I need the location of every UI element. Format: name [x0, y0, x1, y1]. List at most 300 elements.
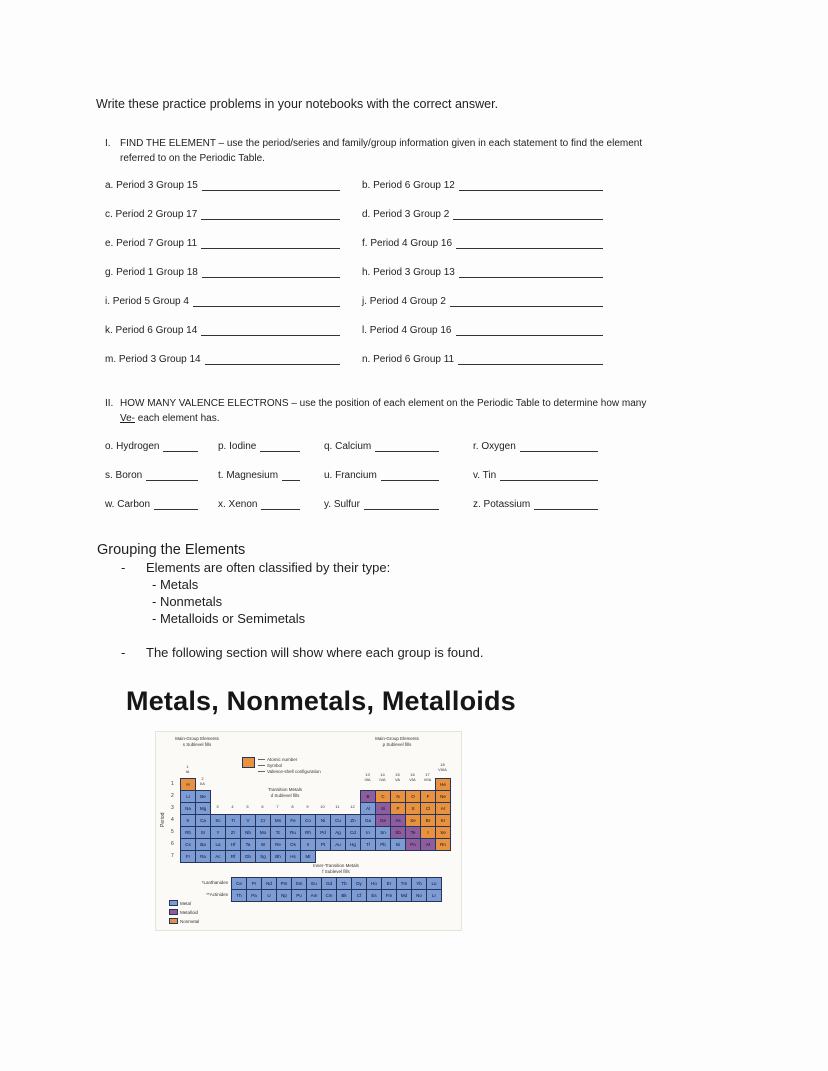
problem-text: b. Period 6 Group 12 [362, 180, 455, 191]
legend-swatch-nonmetal [169, 918, 178, 924]
element-cell-Os: Os [285, 838, 301, 851]
element-cell-Fr: Fr [180, 850, 196, 863]
group-header-line: 10 [320, 804, 325, 809]
problem-text: f. Period 4 Group 16 [362, 238, 453, 249]
problem-item [362, 179, 603, 208]
element-cell-Cr: Cr [255, 814, 271, 827]
color-legend [169, 900, 199, 927]
element-cell-N: N [390, 790, 406, 803]
element-cell-La: La [210, 838, 226, 851]
period-number: 2 [171, 793, 174, 799]
main-group-right-line1: Main-Group Elements [375, 736, 419, 741]
bullet-classified-text: Elements are often classified by their type: [146, 560, 391, 575]
element-cell-Lu: Lu [426, 877, 442, 890]
group-header [300, 804, 315, 809]
element-cell-Hs: Hs [285, 850, 301, 863]
element-cell-Ra: Ra [195, 850, 211, 863]
valence-text: v. Tin [473, 470, 497, 481]
answer-blank [364, 498, 439, 510]
group-header-line: 9 [306, 804, 309, 809]
answer-blank [202, 266, 340, 278]
legend-label: Metalloid [180, 909, 199, 915]
element-cell-Dy: Dy [351, 877, 367, 890]
problem-item [105, 208, 362, 237]
answer-blank [163, 440, 198, 452]
group-header [195, 776, 210, 786]
group-header [285, 804, 300, 809]
group-header-line: 13 [365, 772, 370, 777]
lanthanides-label: *Lanthanides [201, 880, 228, 885]
element-cell-W: W [255, 838, 271, 851]
grouping-title: Grouping the Elements [97, 542, 246, 558]
main-group-right-label [366, 736, 428, 747]
type-metalloids: - Metalloids or Semimetals [152, 611, 306, 626]
type-nonmetals: - Nonmetals [152, 594, 223, 609]
answer-blank [260, 440, 300, 452]
problem-row [105, 266, 645, 295]
key-leader-line [258, 771, 265, 772]
element-cell-Sn: Sn [375, 826, 391, 839]
element-cell-Cf: Cf [351, 889, 367, 902]
problem-text: m. Period 3 Group 14 [105, 354, 201, 365]
section-2-numeral: II. [105, 398, 114, 409]
group-header-line: 5 [246, 804, 249, 809]
element-cell-Ge: Ge [375, 814, 391, 827]
element-cell-Bk: Bk [336, 889, 352, 902]
element-cell-Tc: Tc [270, 826, 286, 839]
legend-label: Metal [180, 900, 192, 906]
type-metals: - Metals [152, 577, 199, 592]
element-cell-Pr: Pr [246, 877, 262, 890]
problem-row [105, 208, 645, 237]
group-header-line: 4 [231, 804, 234, 809]
element-cell-Mo: Mo [255, 826, 271, 839]
group-header-line: VIIA [423, 777, 432, 782]
element-cell-Cs: Cs [180, 838, 196, 851]
answer-blank [201, 324, 340, 336]
group-header-line: VIA [409, 777, 416, 782]
inner-transition-label [284, 863, 388, 874]
element-cell-Tm: Tm [396, 877, 412, 890]
valence-item [218, 498, 324, 527]
legend-item [169, 909, 199, 915]
period-number: 7 [171, 853, 174, 859]
valence-text: t. Magnesium [218, 470, 279, 481]
group-header-line: 2 [201, 776, 204, 781]
problem-item [105, 324, 362, 353]
problem-text: e. Period 7 Group 11 [105, 238, 198, 249]
element-cell-Cu: Cu [330, 814, 346, 827]
element-cell-Ac: Ac [210, 850, 226, 863]
problem-item [362, 266, 603, 295]
group-header [435, 762, 450, 772]
answer-blank [154, 498, 198, 510]
problem-text: j. Period 4 Group 2 [362, 296, 446, 307]
period-axis-label: Period [160, 812, 166, 827]
element-cell-Lr: Lr [426, 889, 442, 902]
valence-text: p. Iodine [218, 441, 257, 452]
valence-text: o. Hydrogen [105, 441, 160, 452]
valence-item [473, 440, 600, 469]
element-type-list [152, 576, 305, 627]
valence-item [218, 469, 324, 498]
element-cell-Fm: Fm [381, 889, 397, 902]
problem-text: h. Period 3 Group 13 [362, 267, 455, 278]
element-cell-Cd: Cd [345, 826, 361, 839]
group-header [360, 772, 375, 782]
group-header-line: 18 [440, 762, 445, 767]
problem-item [105, 179, 362, 208]
element-cell-Mt: Mt [300, 850, 316, 863]
element-cell-Fe: Fe [285, 814, 301, 827]
element-cell-Ho: Ho [366, 877, 382, 890]
element-cell-Pb: Pb [375, 838, 391, 851]
element-cell-O: O [405, 790, 421, 803]
problem-text: d. Period 3 Group 2 [362, 209, 450, 220]
answer-blank [534, 498, 598, 510]
element-cell-Kr: Kr [435, 814, 451, 827]
element-cell-Ni: Ni [315, 814, 331, 827]
group-header-line: 14 [380, 772, 385, 777]
element-cell-Rh: Rh [300, 826, 316, 839]
element-cell-Zr: Zr [225, 826, 241, 839]
find-element-problems [105, 179, 645, 382]
cell-key [242, 757, 321, 775]
element-cell-C: C [375, 790, 391, 803]
p-sublevel-label: p Sublevel fills [382, 741, 412, 747]
period-number: 1 [171, 781, 174, 787]
element-cell-Rn: Rn [435, 838, 451, 851]
element-cell-He: He [435, 778, 451, 791]
element-cell-Rb: Rb [180, 826, 196, 839]
group-header-line: IIIA [364, 777, 371, 782]
element-cell-No: No [411, 889, 427, 902]
figure-heading: Metals, Nonmetals, Metalloids [126, 686, 516, 716]
problem-text: a. Period 3 Group 15 [105, 180, 198, 191]
problem-text: c. Period 2 Group 17 [105, 209, 198, 220]
problem-row [105, 353, 645, 382]
element-cell-Pt: Pt [315, 838, 331, 851]
key-symbol-text: Symbol [267, 763, 283, 768]
valence-item [324, 498, 473, 527]
bullet-dash: - [121, 645, 126, 660]
answer-blank [201, 208, 340, 220]
answer-blank [282, 469, 300, 481]
group-header-line: 6 [261, 804, 264, 809]
group-header [330, 804, 345, 809]
problem-item [105, 266, 362, 295]
period-number: 6 [171, 841, 174, 847]
group-header [210, 804, 225, 809]
element-cell-Eu: Eu [306, 877, 322, 890]
answer-blank [459, 179, 603, 191]
element-cell-Ag: Ag [330, 826, 346, 839]
answer-blank [201, 237, 340, 249]
element-cell-In: In [360, 826, 376, 839]
element-cell-Pm: Pm [276, 877, 292, 890]
key-leader-line [258, 765, 265, 766]
element-cell-Y: Y [210, 826, 226, 839]
answer-blank [381, 469, 439, 481]
section-2-text-post: each element has. [135, 413, 220, 424]
transition-metals-label [248, 787, 322, 798]
element-cell-P: P [390, 802, 406, 815]
section-1-instructions: FIND THE ELEMENT – use the period/series and family/group information given in each statement to find the element referred to on the Periodic Table. [120, 138, 643, 164]
periodic-table-figure [155, 731, 462, 931]
element-cell-Hf: Hf [225, 838, 241, 851]
valence-item [324, 440, 473, 469]
element-cell-Sg: Sg [255, 850, 271, 863]
element-cell-Cl: Cl [420, 802, 436, 815]
period-number: 5 [171, 829, 174, 835]
problem-row [105, 324, 645, 353]
valence-text: z. Potassium [473, 499, 531, 510]
element-cell-Li: Li [180, 790, 196, 803]
element-cell-Bh: Bh [270, 850, 286, 863]
problem-item [105, 295, 362, 324]
valence-item [105, 440, 218, 469]
group-header-line: VA [394, 777, 401, 782]
element-cell-Br: Br [420, 814, 436, 827]
problem-item [105, 237, 362, 266]
problem-row [105, 295, 645, 324]
ve-underlined-text: Ve- [120, 413, 136, 424]
group-header-line: IIA [200, 781, 205, 786]
group-header [345, 804, 360, 809]
element-cell-Ir: Ir [300, 838, 316, 851]
valence-item [105, 498, 218, 527]
element-cell-Re: Re [270, 838, 286, 851]
valence-item [473, 469, 600, 498]
element-cell-Mg: Mg [195, 802, 211, 815]
valence-text: y. Sulfur [324, 499, 360, 510]
group-header-line: 3 [216, 804, 219, 809]
element-cell-V: V [240, 814, 256, 827]
group-header-line: 16 [410, 772, 415, 777]
element-cell-Db: Db [240, 850, 256, 863]
group-header [375, 772, 390, 782]
group-header [255, 804, 270, 809]
valence-text: r. Oxygen [473, 441, 516, 452]
element-cell-Si: Si [375, 802, 391, 815]
section-2-heading [105, 396, 650, 426]
element-cell-Cm: Cm [321, 889, 337, 902]
element-cell-Be: Be [195, 790, 211, 803]
group-header-line: 1 [186, 764, 189, 769]
element-cell-Pd: Pd [315, 826, 331, 839]
group-header [225, 804, 240, 809]
group-header [270, 804, 285, 809]
answer-blank [456, 324, 604, 336]
problem-item [362, 295, 603, 324]
bullet-classified [121, 560, 390, 575]
answer-blank [459, 266, 603, 278]
valence-text: w. Carbon [105, 499, 151, 510]
bullet-following-section [121, 645, 483, 660]
element-cell-Nb: Nb [240, 826, 256, 839]
group-header-line: 7 [276, 804, 279, 809]
section-2-text-pre: HOW MANY VALENCE ELECTRONS – use the position of each element on the Periodic Table to determine how many [120, 398, 647, 409]
problem-item [362, 324, 603, 353]
actinides-label: **Actinides [206, 892, 228, 897]
section-2-instructions [120, 396, 650, 426]
answer-blank [375, 440, 439, 452]
element-cell-Gd: Gd [321, 877, 337, 890]
answer-blank [261, 498, 300, 510]
element-cell-Es: Es [366, 889, 382, 902]
answer-blank [453, 208, 603, 220]
group-header [390, 772, 405, 782]
key-leader-line [258, 759, 265, 760]
element-cell-Co: Co [300, 814, 316, 827]
element-cell-Rf: Rf [225, 850, 241, 863]
f-sublevel-label: f Sublevel fills [322, 868, 350, 874]
group-header [405, 772, 420, 782]
period-number: 4 [171, 817, 174, 823]
group-header-line: 12 [350, 804, 355, 809]
element-cell-Ru: Ru [285, 826, 301, 839]
element-cell-Na: Na [180, 802, 196, 815]
section-1-numeral: I. [105, 138, 111, 149]
problem-text: k. Period 6 Group 14 [105, 325, 198, 336]
legend-item [169, 900, 199, 906]
valence-text: s. Boron [105, 470, 143, 481]
problem-item [105, 353, 362, 382]
valence-item [473, 498, 600, 527]
valence-text: x. Xenon [218, 499, 258, 510]
valence-text: u. Francium [324, 470, 377, 481]
group-header-line: 11 [335, 804, 340, 809]
element-cell-Al: Al [360, 802, 376, 815]
problem-text: i. Period 5 Group 4 [105, 296, 189, 307]
element-cell-Ba: Ba [195, 838, 211, 851]
key-valence-config-text: Valence-shell configuration [267, 769, 321, 774]
element-cell-Sr: Sr [195, 826, 211, 839]
element-cell-K: K [180, 814, 196, 827]
element-cell-Po: Po [405, 838, 421, 851]
answer-blank [202, 179, 340, 191]
legend-swatch-metal [169, 900, 178, 906]
key-sample-cell [242, 757, 255, 768]
answer-blank [205, 353, 340, 365]
valence-electron-problems [105, 440, 665, 527]
main-group-left-line1: Main-Group Elements [175, 736, 219, 741]
key-labels [258, 757, 321, 775]
group-header-line: VIIIA [438, 767, 447, 772]
valence-text: q. Calcium [324, 441, 372, 452]
group-header [240, 804, 255, 809]
main-group-left-label [166, 736, 228, 747]
group-header-line: 8 [291, 804, 294, 809]
element-cell-H: H [180, 778, 196, 791]
problem-item [362, 237, 603, 266]
element-cell-At: At [420, 838, 436, 851]
valence-item [218, 440, 324, 469]
period-number: 3 [171, 805, 174, 811]
legend-swatch-metalloid [169, 909, 178, 915]
group-header [315, 804, 330, 809]
group-header [420, 772, 435, 782]
element-cell-Xe: Xe [435, 826, 451, 839]
element-cell-Tb: Tb [336, 877, 352, 890]
group-header-line: IVA [379, 777, 386, 782]
element-cell-Ne: Ne [435, 790, 451, 803]
element-cell-Ta: Ta [240, 838, 256, 851]
element-cell-Ca: Ca [195, 814, 211, 827]
element-cell-Pa: Pa [246, 889, 262, 902]
problem-text: n. Period 6 Group 11 [362, 354, 455, 365]
element-cell-Th: Th [231, 889, 247, 902]
bullet-dash: - [121, 560, 126, 575]
key-atomic-number-text: Atomic number [267, 757, 298, 762]
valence-item [324, 469, 473, 498]
group-header-line: IA [185, 769, 190, 774]
element-cell-Md: Md [396, 889, 412, 902]
group-header-line: 17 [425, 772, 430, 777]
answer-blank [193, 295, 340, 307]
element-cell-Hg: Hg [345, 838, 361, 851]
problem-row [105, 237, 645, 266]
element-cell-I: I [420, 826, 436, 839]
inner-transition-line1: Inner-Transition Metals [313, 863, 359, 868]
problem-item [362, 353, 603, 382]
element-cell-Sm: Sm [291, 877, 307, 890]
element-cell-Ce: Ce [231, 877, 247, 890]
answer-blank [450, 295, 603, 307]
element-cell-Er: Er [381, 877, 397, 890]
group-header [180, 764, 195, 774]
element-cell-F: F [420, 790, 436, 803]
answer-blank [520, 440, 598, 452]
element-cell-Pu: Pu [291, 889, 307, 902]
problem-item [362, 208, 603, 237]
answer-blank [500, 469, 598, 481]
element-cell-Au: Au [330, 838, 346, 851]
answer-blank [146, 469, 198, 481]
problem-text: g. Period 1 Group 18 [105, 267, 198, 278]
answer-blank [456, 237, 603, 249]
element-cell-Bi: Bi [390, 838, 406, 851]
group-header-line: 15 [395, 772, 400, 777]
intro-text: Write these practice problems in your notebooks with the correct answer. [96, 97, 499, 111]
valence-row [105, 440, 665, 469]
element-cell-Yb: Yb [411, 877, 427, 890]
element-cell-Am: Am [306, 889, 322, 902]
problem-row [105, 179, 645, 208]
section-1-heading [105, 136, 645, 166]
element-cell-Np: Np [276, 889, 292, 902]
problem-text: l. Period 4 Group 16 [362, 325, 452, 336]
element-cell-Sc: Sc [210, 814, 226, 827]
answer-blank [458, 353, 603, 365]
legend-label: Nonmetal [180, 918, 200, 924]
element-cell-S: S [405, 802, 421, 815]
s-sublevel-label: s Sublevel fills [182, 741, 212, 747]
element-cell-Ga: Ga [360, 814, 376, 827]
element-cell-Mn: Mn [270, 814, 286, 827]
d-sublevel-label: d Sublevel fills [270, 792, 300, 798]
element-cell-Ti: Ti [225, 814, 241, 827]
element-cell-Ar: Ar [435, 802, 451, 815]
element-cell-Tl: Tl [360, 838, 376, 851]
element-cell-U: U [261, 889, 277, 902]
key-valence-config [258, 769, 321, 775]
valence-row [105, 469, 665, 498]
legend-item [169, 918, 199, 924]
valence-row [105, 498, 665, 527]
transition-metals-line1: Transition Metals [267, 787, 303, 792]
element-cell-Sb: Sb [390, 826, 406, 839]
